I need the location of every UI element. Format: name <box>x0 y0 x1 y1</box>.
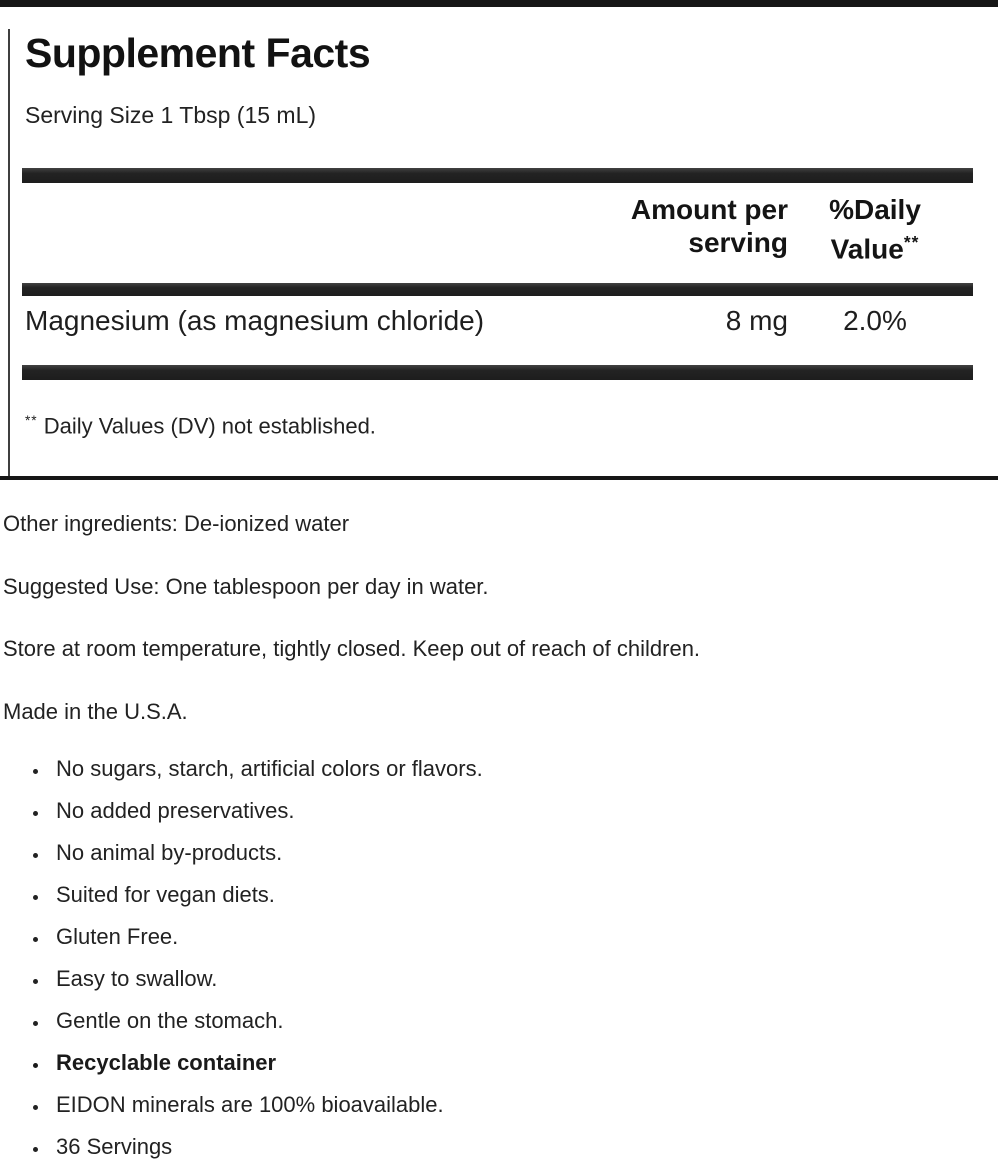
panel-top-rule <box>0 0 998 7</box>
list-item: • No animal by-products. <box>50 840 998 866</box>
list-item: • 36 Servings <box>50 1134 998 1160</box>
divider-bar-bottom <box>22 365 973 380</box>
divider-bar-middle <box>22 283 973 296</box>
storage-note: Store at room temperature, tightly closed. Keep out of reach of children. <box>3 635 701 661</box>
footnote-asterisks: ** <box>25 413 38 429</box>
amount-header-line2: serving <box>688 227 788 258</box>
panel-body <box>8 29 998 476</box>
list-item: • Gluten Free. <box>50 924 998 950</box>
label-details-section <box>0 511 998 1160</box>
list-item: • No added preservatives. <box>50 798 998 824</box>
daily-value-footnote <box>25 408 998 439</box>
list-item: • EIDON minerals are 100% bioavailable. <box>50 1092 998 1118</box>
nutrient-daily-value: 2.0% <box>843 305 907 337</box>
divider-bar-top <box>22 168 973 183</box>
dv-header-line2: Value** <box>830 232 920 265</box>
panel-title: Supplement Facts <box>25 30 371 76</box>
other-ingredients-note: Other ingredients: De-ionized water <box>3 510 350 536</box>
daily-value-header <box>810 193 940 265</box>
suggested-use-note: Suggested Use: One tablespoon per day in water. <box>3 573 489 599</box>
list-item: • Gentle on the stomach. <box>50 1008 998 1034</box>
panel-bottom-rule <box>0 476 998 480</box>
made-in-usa-note: Made in the U.S.A. <box>3 698 188 724</box>
footnote-text: Daily Values (DV) not established. <box>37 413 376 439</box>
list-item: • Easy to swallow. <box>50 966 998 992</box>
list-item: • Suited for vegan diets. <box>50 882 998 908</box>
nutrient-amount: 8 mg <box>725 305 788 337</box>
dv-header-line1: %Daily <box>829 194 921 225</box>
table-header-row <box>25 193 998 265</box>
amount-header-line1: Amount per <box>630 194 788 225</box>
nutrient-row <box>25 296 998 351</box>
list-item: • No sugars, starch, artificial colors or flavors. <box>50 756 998 782</box>
feature-list <box>3 756 998 1160</box>
dv-header-asterisks: ** <box>903 232 920 252</box>
serving-size: Serving Size 1 Tbsp (15 mL) <box>25 102 317 128</box>
amount-per-serving-header <box>593 193 788 259</box>
supplement-facts-panel <box>0 0 998 480</box>
list-item: • Recyclable container <box>50 1050 998 1076</box>
nutrient-name: Magnesium (as magnesium chloride) <box>25 305 485 337</box>
